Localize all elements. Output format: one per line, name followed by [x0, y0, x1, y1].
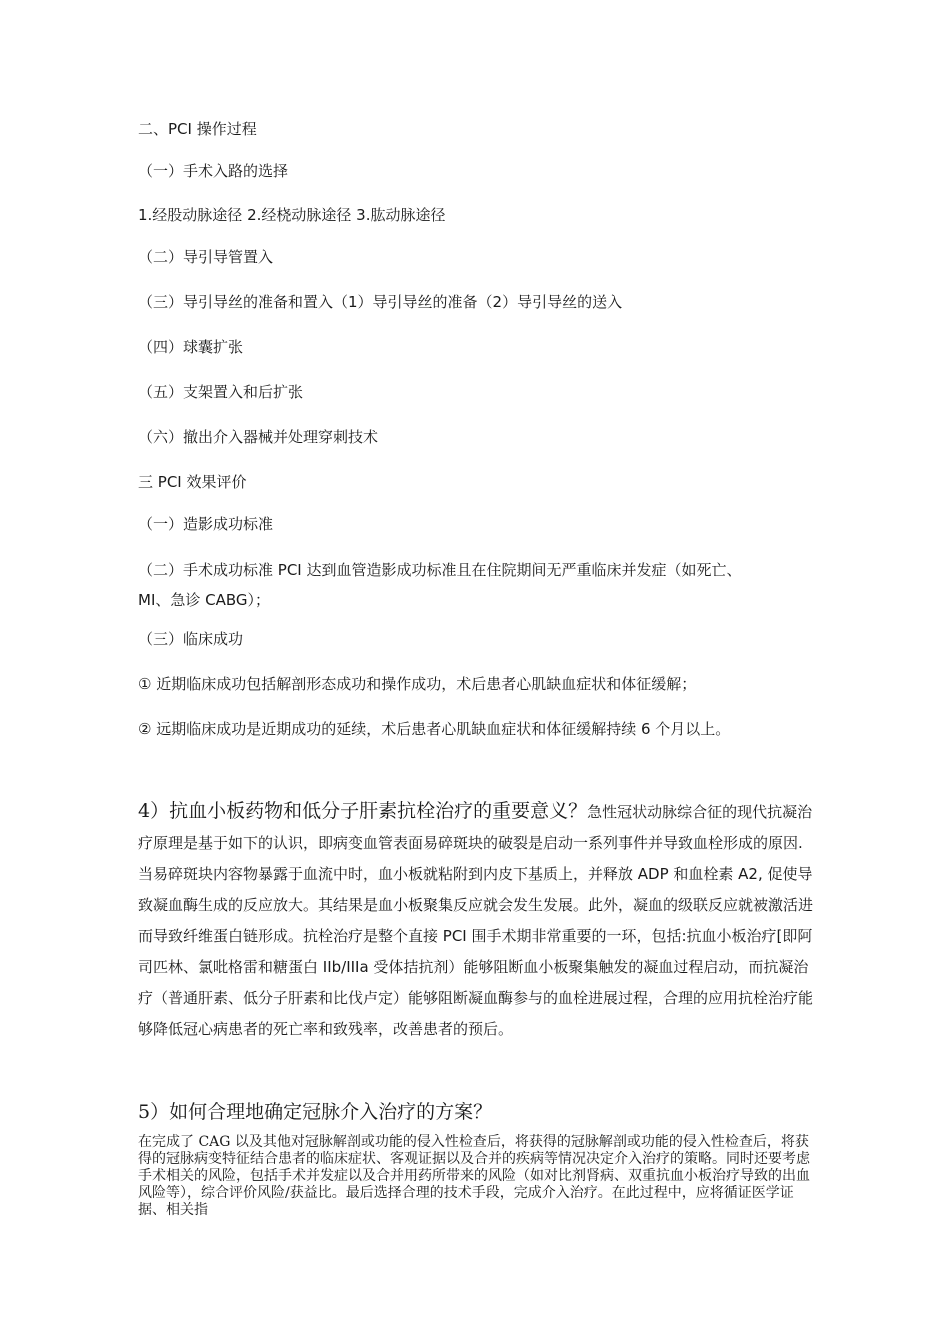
item-guiding-catheter: （二）导引导管置入	[138, 248, 274, 266]
point-short-term: ① 近期临床成功包括解剖形态成功和操作成功，术后患者心肌缺血症状和体征缓解；	[138, 675, 697, 693]
item-procedural-success-line1: （二）手术成功标准 PCI 达到血管造影成功标准且在住院期间无严重临床并发症（如死亡、	[138, 561, 742, 579]
item-guidewire: （三）导引导丝的准备和置入（1）导引导丝的准备（2）导引导丝的送入	[138, 293, 623, 311]
question5-heading: 5）如何合理地确定冠脉介入治疗的方案？	[138, 1101, 493, 1123]
section-two-title: 二、PCI 操作过程	[138, 120, 257, 138]
item-approach-selection: （一）手术入路的选择	[138, 162, 289, 180]
item-withdraw: （六）撤出介入器械并处理穿刺技术	[138, 428, 379, 446]
item-angiographic-success: （一）造影成功标准	[138, 515, 274, 533]
item-clinical-success: （三）临床成功	[138, 630, 244, 648]
question4-paragraph	[138, 796, 814, 1045]
question5-body: 在完成了 CAG 以及其他对冠脉解剖或功能的侵入性检查后，将获得的冠脉解剖或功能的侵入性检查后，将获得的冠脉病变特征结合患者的临床症状、客观证据以及合并的疾病等情况决定介入治疗的策略。同时还要考虑手术相关的风险，包括手术并发症以及合并用药所带来的风险（如对比剂肾病、双重抗血小板治疗导致的出血风险等），综合评价风险/获益比。最后选择合理的技术手段，完成介入治疗。在此过程中，应将循证医学证据、相关指	[138, 1134, 810, 1218]
item-approach-detail: 1.经股动脉途径 2.经桡动脉途径 3.肱动脉途径	[138, 206, 446, 224]
question4-heading: 4）抗血小板药物和低分子肝素抗栓治疗的重要意义？	[138, 800, 588, 822]
item-balloon: （四）球囊扩张	[138, 338, 244, 356]
question4-body: 急性冠状动脉综合征的现代抗凝治疗原理是基于如下的认识，即病变血管表面易碎斑块的破裂是启动一系列事件并导致血栓形成的原因.当易碎斑块内容物暴露于血流中时，血小板就粘附到内皮下基质上，并释放 ADP 和血栓素 A2, 促使导致凝血酶生成的反应放大。其结果是血小板聚集反应就会发生发展。此外，凝血的级联反应就被激活进而导致纤维蛋白链形成。抗栓治疗是整个直接 PCI 围手术期非常重要的一环，包括:抗血小板治疗[即阿司匹林、氯吡格雷和糖蛋白 IIb/IIIa 受体拮抗剂）能够阻断血小板聚集触发的凝血过程启动，而抗凝治疗（普通肝素、低分子肝素和比伐卢定）能够阻断凝血酶参与的血栓进展过程，合理的应用抗栓治疗能够降低冠心病患者的死亡率和致残率，改善患者的预后。	[138, 803, 814, 1038]
item-procedural-success-line2: MI、急诊 CABG）；	[138, 591, 271, 609]
section-three-title: 三 PCI 效果评价	[138, 473, 247, 491]
point-long-term: ② 远期临床成功是近期成功的延续，术后患者心肌缺血症状和体征缓解持续 6 个月以上。	[138, 720, 731, 738]
item-stent: （五）支架置入和后扩张	[138, 383, 304, 401]
